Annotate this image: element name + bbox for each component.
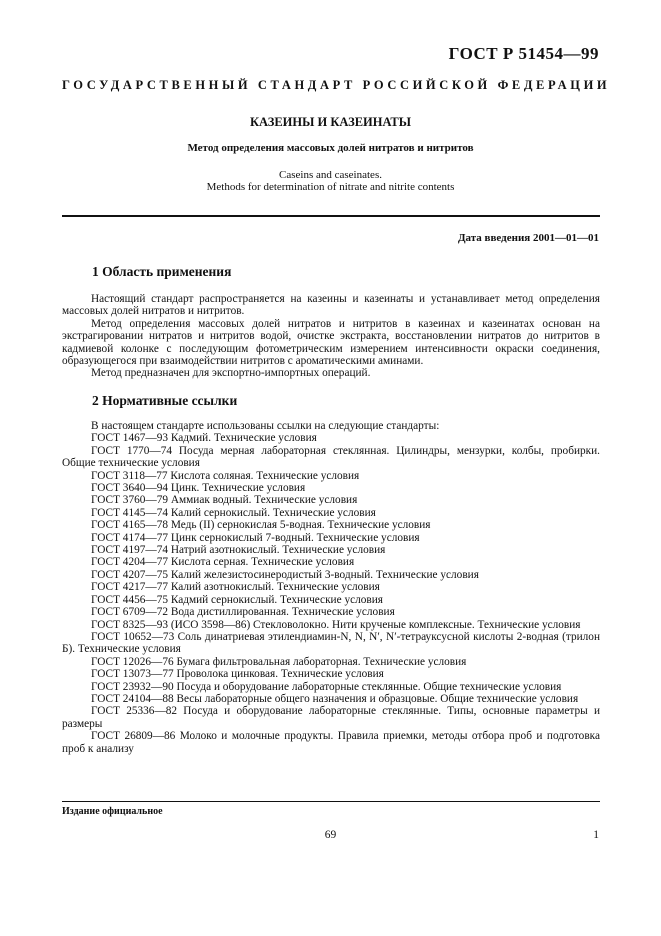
header-divider <box>62 215 600 217</box>
paragraph: Метод определения массовых долей нитратов и нитритов в казеинах и казеинатах основан на экстрагировании нитратов и нитритов водой, очистке экстракта, восстановлении нитратов до нитритов в кадмиевой колонке с последующим фотометрическим измерением интенсивности окраски соединения, образующегося при взаимодействии нитритов с ароматическими аминами. <box>62 317 600 368</box>
reference-item: ГОСТ 4145—74 Калий сернокислый. Технические условия <box>91 506 376 519</box>
section-2-body <box>62 420 600 755</box>
reference-item: ГОСТ 3760—79 Аммиак водный. Технические условия <box>91 494 358 507</box>
reference-item: ГОСТ 3640—94 Цинк. Технические условия <box>91 482 306 495</box>
reference-item: ГОСТ 10652—73 Соль динатриевая этилендиамин-N, N, N′, N′-тетрауксусной кислоты 2-водная (трилон Б). Технические условия <box>62 630 600 656</box>
official-edition-label: Издание официальное <box>62 806 163 817</box>
reference-item: ГОСТ 3118—77 Кислота соляная. Технические условия <box>91 469 360 482</box>
reference-item: ГОСТ 4204—77 Кислота серная. Технические условия <box>91 556 355 569</box>
reference-item: ГОСТ 8325—93 (ИСО 3598—86) Стекловолокно. Нити крученые комплексные. Технические условия <box>91 618 581 631</box>
reference-item: ГОСТ 1467—93 Кадмий. Технические условия <box>91 432 317 445</box>
section-1-heading: 1 Область применения <box>92 264 232 279</box>
sheet-number: 1 <box>593 829 599 841</box>
gost-number: ГОСТ Р 51454—99 <box>448 44 599 63</box>
paragraph: Метод предназначен для экспортно-импортных операций. <box>91 367 371 380</box>
english-title-line2: Methods for determination of nitrate and nitrite contents <box>206 181 455 193</box>
footer-divider <box>62 801 600 802</box>
reference-item: ГОСТ 25336—82 Посуда и оборудование лабораторные стеклянные. Типы, основные параметры и размеры <box>62 705 600 730</box>
reference-item: ГОСТ 6709—72 Вода дистиллированная. Технические условия <box>91 606 395 619</box>
reference-item: ГОСТ 4456—75 Кадмий сернокислый. Технические условия <box>91 593 383 606</box>
reference-item: ГОСТ 4207—75 Калий железистосинеродистый 3-водный. Технические условия <box>91 568 479 581</box>
section-1-body <box>62 293 600 380</box>
introduction-date: Дата введения 2001—01—01 <box>457 232 599 244</box>
reference-item: ГОСТ 26809—86 Молоко и молочные продукты. Правила приемки, методы отбора проб и подготовка проб к анализу <box>62 730 600 755</box>
page-number: 69 <box>324 829 337 841</box>
reference-item: ГОСТ 4174—77 Цинк сернокислый 7-водный. Технические условия <box>91 531 420 544</box>
paragraph: Настоящий стандарт распространяется на казеины и казеинаты и устанавливает метод определения массовых долей нитратов и нитритов. <box>62 293 600 318</box>
state-standard-heading: ГОСУДАРСТВЕННЫЙ СТАНДАРТ РОССИЙСКОЙ ФЕДЕРАЦИИ <box>62 78 611 92</box>
reference-item: ГОСТ 4197—74 Натрий азотнокислый. Технические условия <box>91 544 386 557</box>
paragraph: В настоящем стандарте использованы ссылки на следующие стандарты: <box>91 420 440 432</box>
reference-item: ГОСТ 4217—77 Калий азотнокислый. Технические условия <box>91 581 380 594</box>
document-subtitle: Метод определения массовых долей нитратов и нитритов <box>187 142 474 154</box>
english-title-line1: Caseins and caseinates. <box>279 169 382 181</box>
reference-item: ГОСТ 23932—90 Посуда и оборудование лабораторные стеклянные. Общие технические условия <box>91 680 562 693</box>
reference-item: ГОСТ 12026—76 Бумага фильтровальная лабораторная. Технические условия <box>91 655 467 668</box>
reference-item: ГОСТ 4165—78 Медь (II) сернокислая 5-водная. Технические условия <box>91 519 431 532</box>
reference-item: ГОСТ 13073—77 Проволока цинковая. Технические условия <box>91 668 384 681</box>
section-2-heading: 2 Нормативные ссылки <box>92 393 238 408</box>
reference-item: ГОСТ 1770—74 Посуда мерная лабораторная стеклянная. Цилиндры, мензурки, колбы, пробирки. Общие технические условия <box>62 444 600 470</box>
document-title: КАЗЕИНЫ И КАЗЕИНАТЫ <box>249 115 412 129</box>
reference-item: ГОСТ 24104—88 Весы лабораторные общего назначения и образцовые. Общие технические условия <box>91 692 579 705</box>
